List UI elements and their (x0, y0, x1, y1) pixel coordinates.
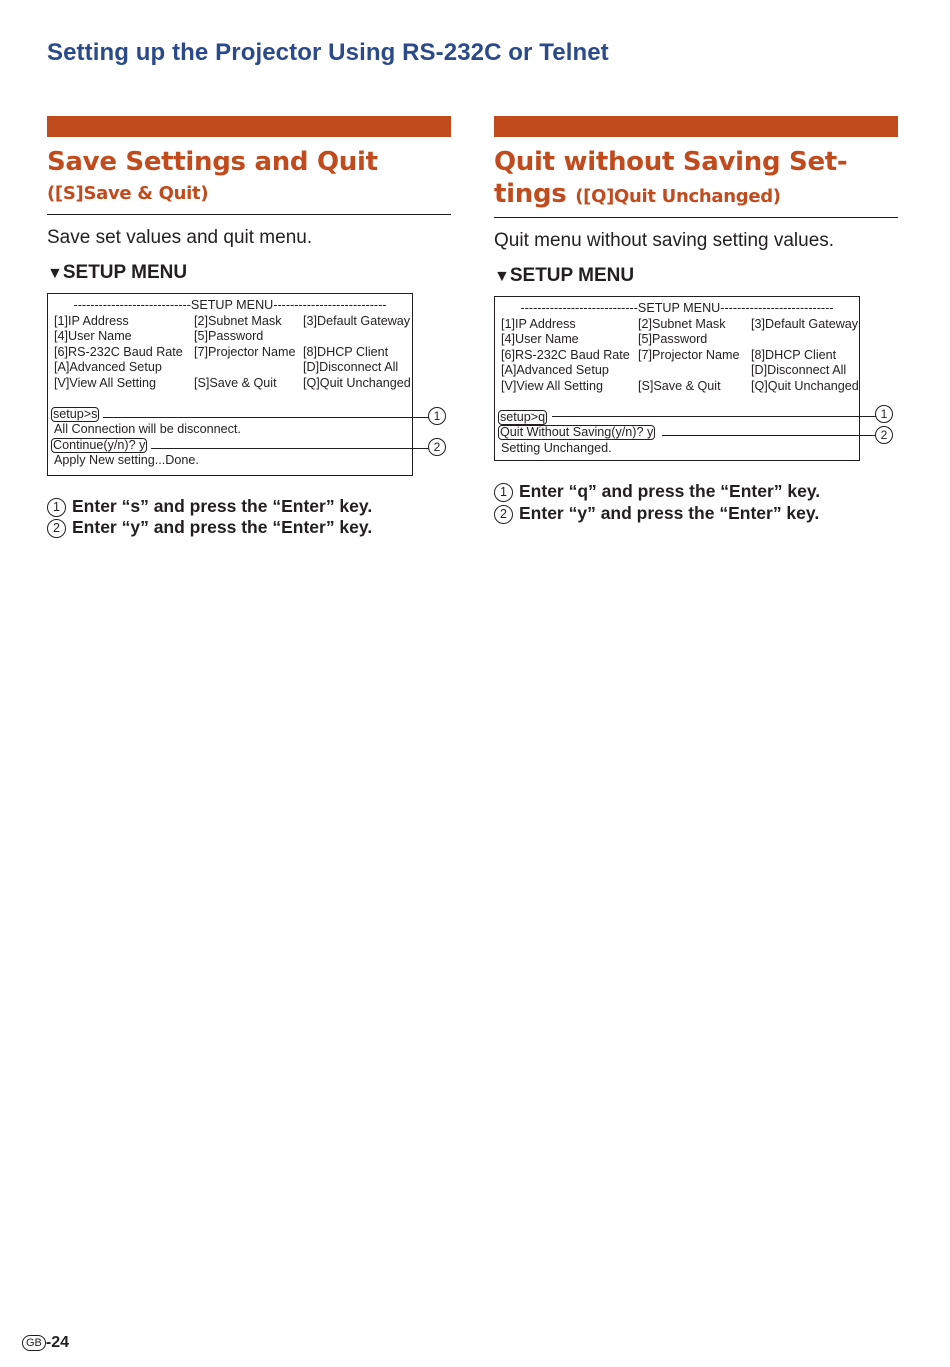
step-item (47, 496, 451, 518)
callout-leader-line (151, 448, 429, 449)
menu-option: [3]Default Gateway (303, 313, 411, 328)
terminal-row (54, 313, 411, 330)
step-list (494, 481, 898, 524)
menu-option: [Q]Quit Unchanged (751, 378, 859, 393)
step-text: Enter “s” and press the “Enter” key. (72, 495, 373, 516)
step-text: Enter “q” and press the “Enter” key. (519, 481, 821, 501)
step-number: 2 (494, 505, 513, 524)
page-header: Setting up the Projector Using RS-232C or Telnet (47, 39, 609, 66)
terminal-output: Setting Unchanged. (501, 440, 612, 455)
menu-heading (47, 261, 451, 286)
step-text: Enter “y” and press the “Enter” key. (72, 517, 373, 537)
menu-option: [5]Password (194, 329, 264, 343)
menu-option: [1]IP Address (501, 316, 576, 331)
step-list (47, 496, 451, 539)
section-subtitle: ([Q]Quit Unchanged) (575, 186, 781, 207)
menu-option: [1]IP Address (54, 313, 129, 328)
step-item (494, 481, 898, 503)
page-number: -24 (45, 1334, 70, 1351)
menu-option: [D]Disconnect All (303, 360, 399, 374)
page-footer (22, 1334, 69, 1352)
menu-option: [6]RS-232C Baud Rate (501, 347, 630, 362)
terminal-row (54, 375, 411, 392)
menu-option: [2]Subnet Mask (638, 316, 726, 331)
terminal-window (494, 296, 888, 461)
step-number: 2 (47, 519, 66, 538)
menu-option: [S]Save & Quit (638, 378, 721, 393)
menu-option: [2]Subnet Mask (194, 313, 282, 328)
highlighted-prompt: setup>q (500, 409, 546, 424)
menu-option: [Q]Quit Unchanged (303, 375, 411, 390)
section-title (47, 146, 451, 215)
section-quit-without-saving (494, 116, 898, 524)
step-item (494, 503, 898, 525)
section-intro: Save set values and quit menu. (47, 227, 313, 248)
menu-option: [7]Projector Name (638, 347, 740, 362)
section-title-main: Save Settings and Quit (47, 147, 378, 177)
menu-option: [D]Disconnect All (751, 363, 847, 377)
triangle-down-icon: ▼ (47, 265, 63, 282)
section-subtitle: ([S]Save & Quit) (47, 183, 209, 204)
terminal-row (501, 316, 859, 333)
menu-option: [3]Default Gateway (751, 316, 859, 331)
menu-option: [V]View All Setting (54, 375, 156, 390)
terminal-row (54, 345, 406, 361)
menu-option: [7]Projector Name (194, 344, 296, 359)
terminal-window (47, 293, 441, 476)
terminal-title: ----------------------------SETUP MENU--------------------------- (73, 298, 387, 312)
menu-option: [S]Save & Quit (194, 375, 277, 390)
terminal-row (54, 360, 406, 376)
menu-heading-label: SETUP MENU (62, 262, 188, 283)
callout-number: 2 (428, 438, 446, 456)
menu-option: [5]Password (638, 332, 708, 346)
menu-option: [4]User Name (501, 332, 579, 346)
section-title-continued: tings (494, 179, 567, 209)
menu-option: [8]DHCP Client (751, 347, 837, 362)
terminal-row (501, 348, 853, 364)
terminal-row (501, 363, 853, 379)
terminal-confirm-line (501, 425, 853, 441)
step-item (47, 517, 451, 539)
callout-leader-line (103, 417, 429, 418)
step-number: 1 (494, 483, 513, 502)
highlighted-confirm: Continue(y/n)? y (53, 437, 146, 452)
highlighted-prompt: setup>s (53, 406, 98, 421)
section-intro: Quit menu without saving setting values. (494, 230, 835, 251)
section-save-and-quit (47, 116, 451, 539)
menu-option: [A]Advanced Setup (54, 360, 162, 374)
menu-option: [8]DHCP Client (303, 344, 389, 359)
terminal-output: Apply New setting...Done. (54, 453, 199, 467)
menu-heading (494, 264, 898, 289)
triangle-down-icon: ▼ (494, 268, 510, 285)
callout-number: 2 (875, 426, 893, 444)
terminal-row (501, 378, 859, 395)
terminal-title: ----------------------------SETUP MENU--------------------------- (520, 301, 834, 315)
terminal-row (501, 332, 853, 348)
terminal-row (54, 329, 406, 345)
section-title-main: Quit without Saving Set- (494, 147, 848, 177)
callout-number: 1 (875, 405, 893, 423)
terminal-confirm-line (54, 438, 406, 454)
terminal-output: All Connection will be disconnect. (54, 422, 241, 436)
menu-option: [V]View All Setting (501, 378, 603, 393)
menu-option: [4]User Name (54, 329, 132, 343)
step-text: Enter “y” and press the “Enter” key. (519, 502, 820, 523)
region-badge: GB (22, 1335, 46, 1351)
highlighted-confirm: Quit Without Saving(y/n)? y (500, 425, 654, 439)
terminal-prompt-line (501, 410, 853, 426)
step-number: 1 (47, 498, 66, 517)
section-title (494, 146, 898, 218)
menu-option: [A]Advanced Setup (501, 363, 609, 377)
callout-leader-line (552, 416, 876, 417)
section-color-bar (47, 116, 451, 137)
terminal-prompt-line (54, 407, 406, 423)
section-color-bar (494, 116, 898, 137)
menu-option: [6]RS-232C Baud Rate (54, 344, 183, 359)
callout-number: 1 (428, 407, 446, 425)
menu-heading-label: SETUP MENU (509, 265, 635, 286)
callout-leader-line (662, 435, 876, 436)
